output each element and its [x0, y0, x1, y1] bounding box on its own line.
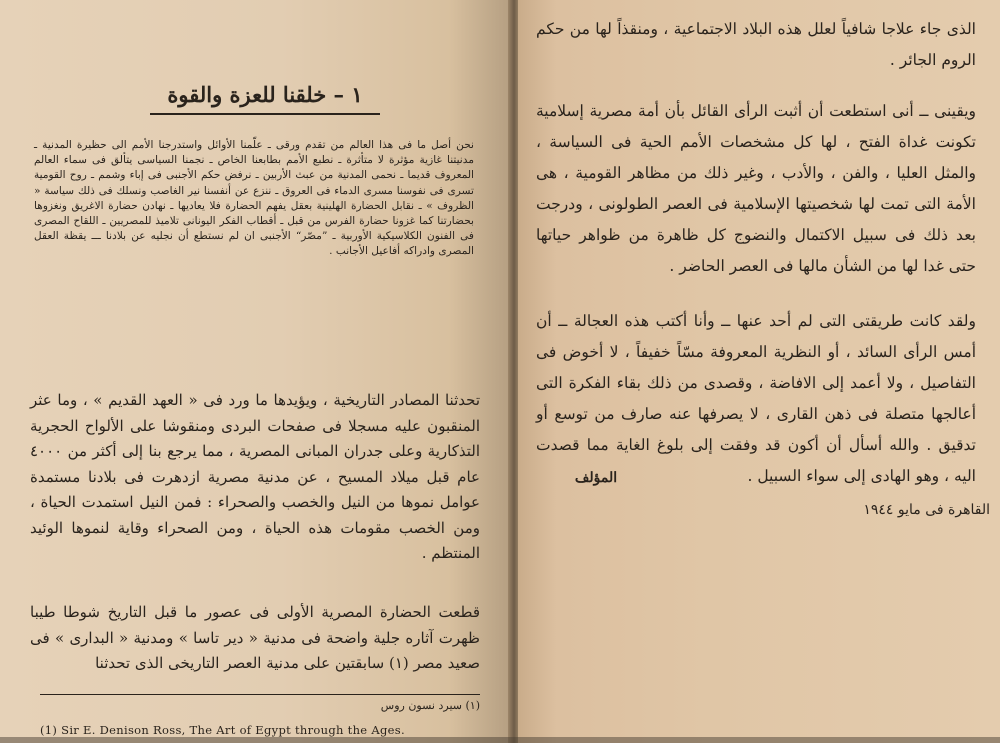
- right-page: [518, 0, 1000, 743]
- right-body: [536, 14, 976, 516]
- chapter-title: ١ – خلقنا للعزة والقوة: [150, 82, 380, 115]
- epigraph-text: نحن أصل ما فى هذا العالم من تقدم ورقى ـ علّمنا الأوائل واستدرجنا الأمم الى حظيرة المدنية ـ مدنيتنا غازية مؤثرة لا متأثرة ـ نطبع الأمم بطابعنا الخاص ـ نجمنا السياسى يتألق فى سماء العالم المعروف قديما ـ نحمى المدنية من عبث الأربين ـ نرفض حكم الأجنبى فى إباء وشمم ـ روح القومية تسرى فى نفوسنا مسرى الدماء فى العروق ـ ننزع عن أنفسنا نير الغاصب ونسلك فى ذلك سياسة « الظروف » ـ نقابل الحضارة الهلينية بعقل يفهم الحضارة فلا يعاديها ـ نهادن حضارة الاغريق ونغزوها بحضارتنا كما غزونا حضارة الفرس من قبل ـ أقطاب الفكر اليونانى تلاميذ للمصريين ـ اللقاح المصرى فى الفنون الكلاسيكية الأوربية ـ ”مصّر“ الأجنبى ان لم نستطع أن نجليه عن بلادنا ـــ يقظة العقل المصرى وادراكه أفاعيل الأجانب .: [34, 139, 474, 258]
- footnote-english: (1) Sir E. Denison Ross, The Art of Egypt through the Ages.: [40, 723, 405, 737]
- bottom-shadow: [0, 737, 1000, 743]
- place-date: القاهرة فى مايو ١٩٤٤: [863, 502, 990, 518]
- paragraph-text: تحدثنا المصادر التاريخية ، ويؤيدها ما ورد فى « العهد القديم » ، وما عثر المنقبون عليه مسجلا فى صفحات البردى ومنقوشا على الألواح الحجرية التذكارية وعلى جدران المبانى المصرية ، مما يرجع بنا إلى أكثر من ٤٠٠٠ عام قبل ميلاد المسيح ، عن مدنية مصرية ازدهرت فى بلادنا مستمدة عوامل نموها من النيل والخصب والصحراء : فمن النيل استمدت الحياة ، ومن الخصب مقومات هذه الحياة ، ومن الصحراء وقاية لنموها الوئيد المنتظم .: [30, 391, 480, 562]
- author-label: المؤلف: [574, 470, 618, 486]
- right-paragraph-1: الذى جاء علاجا شافياً لعلل هذه البلاد الاجتماعية ، ومنقذاً لها من حكم الروم الجائر .: [536, 20, 976, 69]
- footnote: [40, 698, 480, 738]
- chapter-epigraph: [34, 138, 474, 260]
- left-body-paragraph-1: [30, 388, 480, 567]
- left-body-paragraph-2: [30, 600, 480, 677]
- right-paragraph-2: ويقينى ــ أنى استطعت أن أثبت الرأى القائل بأن أمة مصرية إسلامية تكونت غداة الفتح ، لها كل مشخصات الأمم الحية فى السياسة ، والمثل العليا ، والفن ، والأدب ، وغير ذلك من مظاهر القومية ، هى الأمة التى تمت لها شخصيتها الإسلامية فى العصر الطولونى ، ودرجت بعد ذلك فى سبيل الاكتمال والنضوج كل ظاهرة من ظواهر حياتها حتى غدا لها من الشأن مالها فى العصر الحاضر .: [536, 102, 976, 275]
- footnote-arabic: (١) سيرد نسون روس: [380, 699, 480, 712]
- right-paragraph-3: ولقد كانت طريقتى التى لم أحد عنها ــ وأنا أكتب هذه العجالة ــ أن أمس الرأى السائد ، أو النظرية المعروفة مسّاً خفيفاً ، لا أخوض فى التفاصيل ، ولا أعمد إلى الافاضة ، وقصدى من ذلك بقاء الفكرة التى أعالجها متصلة فى ذهن القارى ، لا يصرفها عنه صارف من توسع أو تدقيق . والله أسأل أن أكون قد وفقت إلى بلوغ الغاية مما قصدت اليه ، وهو الهادى إلى سواء السبيل .: [536, 312, 976, 485]
- paragraph-text: قطعت الحضارة المصرية الأولى فى عصور ما قبل التاريخ شوطا طيبا ظهرت آثاره جلية واضحة فى مدنية « دير تاسا » ومدنية « البدارى » فى صعيد مصر (١) سابقتين على مدنية العصر التاريخى الذى تحدثنا: [30, 603, 480, 672]
- footnote-divider: [40, 694, 480, 695]
